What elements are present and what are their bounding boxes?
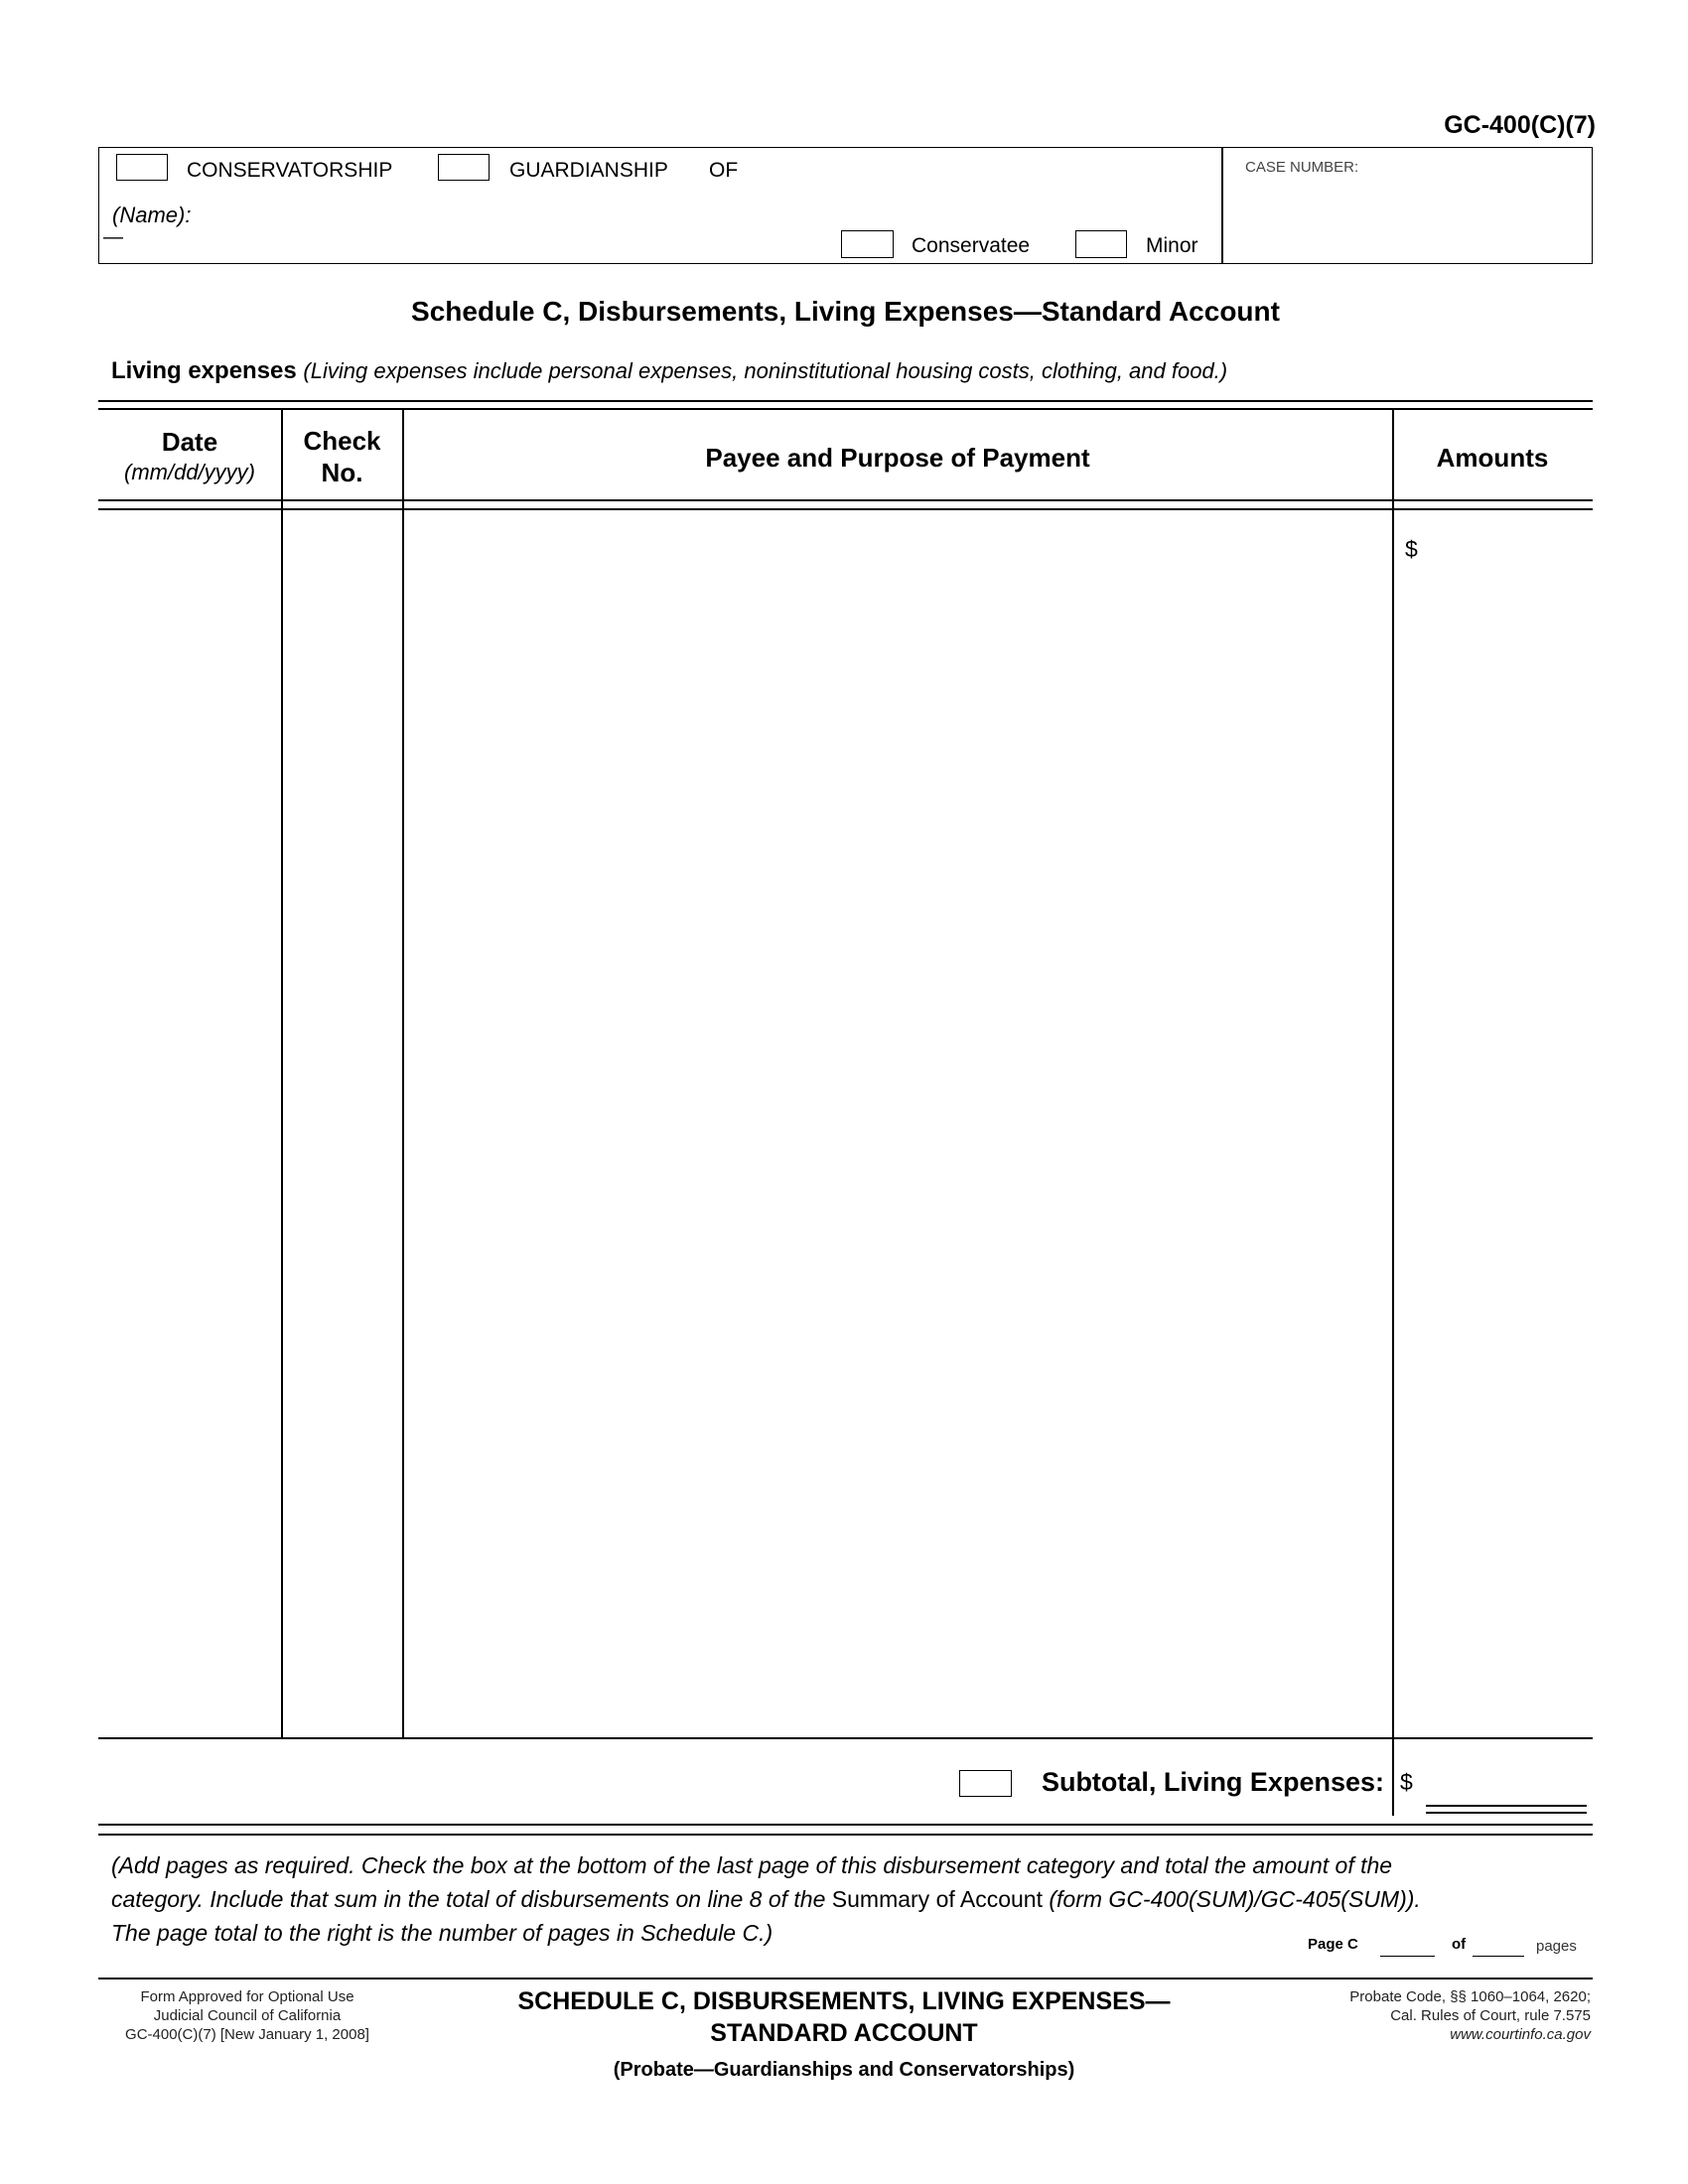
case-number-field[interactable] xyxy=(1231,184,1579,253)
footer-left-line1: Form Approved for Optional Use xyxy=(140,1988,354,2005)
subtotal-dollar-sign: $ xyxy=(1400,1769,1413,1795)
of-label: OF xyxy=(709,159,739,182)
footer-left-line3: GC-400(C)(7) [New January 1, 2008] xyxy=(125,2026,369,2043)
pages-label: pages xyxy=(1536,1938,1577,1955)
date-column-field[interactable] xyxy=(100,511,279,1734)
conservatee-checkbox[interactable] xyxy=(841,230,894,258)
form-id: GC-400(C)(7) xyxy=(1444,111,1596,139)
section-heading xyxy=(111,357,1227,385)
name-dash: — xyxy=(103,226,123,248)
footer-website-link[interactable]: www.courtinfo.ca.gov xyxy=(1450,2026,1591,2043)
instructions xyxy=(111,1848,1421,1950)
column-divider-amounts xyxy=(1392,408,1394,1816)
section-description: (Living expenses include personal expenses, noninstitutional housing costs, clothing, and food.) xyxy=(303,358,1228,383)
caption-divider xyxy=(1221,148,1223,263)
header-check-line2: No. xyxy=(321,458,363,487)
footer-title-line1: SCHEDULE C, DISBURSEMENTS, LIVING EXPENSES— xyxy=(517,1987,1171,2015)
header-date-format: (mm/dd/yyyy) xyxy=(124,460,255,484)
instructions-line2-c: (form GC-400(SUM)/GC-405(SUM)). xyxy=(1049,1886,1421,1912)
footer-right-line1: Probate Code, §§ 1060–1064, 2620; xyxy=(1349,1988,1591,2005)
instructions-line1: (Add pages as required. Check the box at the bottom of the last page of this disbursement category and total the amount of the xyxy=(111,1852,1393,1878)
instructions-line3: The page total to the right is the number of pages in Schedule C.) xyxy=(111,1920,774,1946)
conservatorship-label: CONSERVATORSHIP xyxy=(187,159,393,182)
guardianship-label: GUARDIANSHIP xyxy=(509,159,668,182)
header-bottom-rule-2 xyxy=(98,508,1593,510)
header-date-label: Date xyxy=(161,427,218,457)
table-bottom-rule xyxy=(98,1737,1593,1739)
amounts-column-field[interactable] xyxy=(1395,511,1591,1734)
footer-rule xyxy=(98,1978,1593,1979)
instructions-line2-summary: Summary of Account xyxy=(825,1886,1050,1912)
header-payee: Payee and Purpose of Payment xyxy=(705,443,1090,473)
subtotal-bottom-rule-2 xyxy=(98,1834,1593,1836)
total-pages-field[interactable] xyxy=(1473,1930,1524,1957)
subtotal-field[interactable] xyxy=(1425,1767,1584,1799)
subtotal-bottom-rule-1 xyxy=(98,1824,1593,1826)
subtotal-underline-1 xyxy=(1426,1805,1587,1807)
footer-title-line2: STANDARD ACCOUNT xyxy=(710,2019,978,2047)
header-bottom-rule-1 xyxy=(98,499,1593,501)
check-no-column-field[interactable] xyxy=(284,511,400,1734)
footer-left xyxy=(98,1987,396,2044)
conservatorship-checkbox[interactable] xyxy=(116,154,168,181)
header-check-line1: Check xyxy=(303,426,381,456)
footer-right-line2: Cal. Rules of Court, rule 7.575 xyxy=(1390,2007,1591,2024)
column-divider-check xyxy=(402,408,404,1738)
header-amounts: Amounts xyxy=(1436,443,1549,473)
name-label: (Name): xyxy=(112,203,192,227)
payee-column-field[interactable] xyxy=(405,511,1390,1734)
minor-label: Minor xyxy=(1146,234,1198,257)
name-field[interactable] xyxy=(159,199,804,232)
last-page-checkbox[interactable] xyxy=(959,1770,1012,1797)
footer-title xyxy=(397,1985,1291,2082)
footer-left-line2: Judicial Council of California xyxy=(153,2007,342,2024)
subtotal-underline-2 xyxy=(1426,1812,1587,1814)
section-label: Living expenses xyxy=(111,357,297,384)
of-pages-label: of xyxy=(1452,1936,1467,1953)
table-top-rule-2 xyxy=(98,408,1593,410)
amounts-dollar-sign: $ xyxy=(1405,536,1418,562)
table-top-rule-1 xyxy=(98,400,1593,402)
instructions-line2-a: category. Include that sum in the total of disbursements on line 8 of the xyxy=(111,1886,826,1912)
instructions-line2 xyxy=(111,1882,1421,1916)
form-title: Schedule C, Disbursements, Living Expenses—Standard Account xyxy=(411,296,1280,327)
guardianship-checkbox[interactable] xyxy=(438,154,490,181)
footer-right xyxy=(1349,1987,1591,2044)
header-check-no xyxy=(282,425,402,488)
column-divider-date-lower xyxy=(281,746,283,1738)
header-date xyxy=(98,427,281,485)
footer-subtitle: (Probate—Guardianships and Conservatorships) xyxy=(613,2059,1075,2081)
case-number-label: CASE NUMBER: xyxy=(1245,159,1359,176)
page-label: Page C xyxy=(1308,1936,1358,1953)
conservatee-label: Conservatee xyxy=(912,234,1031,257)
subtotal-label: Subtotal, Living Expenses: xyxy=(1041,1767,1384,1797)
page-number-field[interactable] xyxy=(1380,1930,1435,1957)
minor-checkbox[interactable] xyxy=(1075,230,1127,258)
